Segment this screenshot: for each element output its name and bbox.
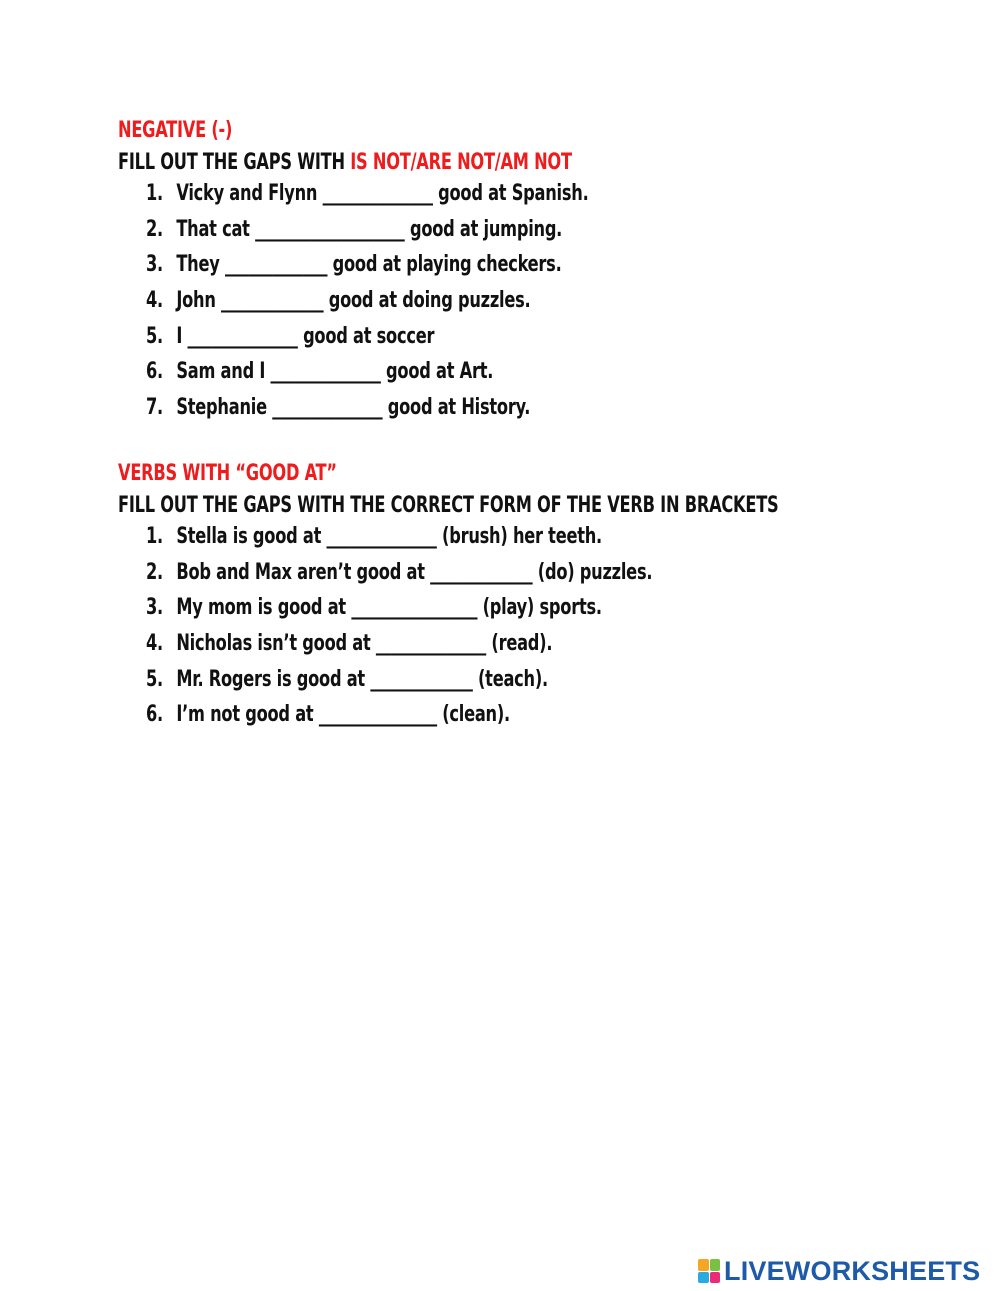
- list-item[interactable]: [146, 519, 652, 555]
- item-number: 4.: [146, 631, 163, 657]
- item-number: 3.: [146, 595, 163, 621]
- list-item[interactable]: [146, 697, 652, 733]
- list-item[interactable]: [146, 555, 652, 591]
- logo-block: [698, 1259, 709, 1271]
- item-text: Vicky and Flynn ______________ good at Spanish.: [176, 181, 589, 207]
- list-item[interactable]: [146, 247, 589, 283]
- item-text: John _____________ good at doing puzzles.: [176, 288, 531, 314]
- list-item[interactable]: [146, 318, 589, 354]
- section1-instruction-prefix: FILL OUT THE GAPS WITH: [118, 150, 351, 175]
- item-text: Sam and I ______________ good at Art.: [176, 359, 494, 385]
- list-item[interactable]: [146, 590, 652, 626]
- list-item[interactable]: [146, 626, 652, 662]
- list-item[interactable]: [146, 661, 652, 697]
- logo-block: [710, 1259, 721, 1271]
- section1-instruction-highlight: IS NOT/ARE NOT/AM NOT: [350, 150, 572, 175]
- item-text: My mom is good at ________________ (play) sports.: [176, 595, 602, 621]
- logo-blocks-icon: [698, 1259, 720, 1283]
- logo-block: [710, 1272, 721, 1284]
- item-number: 5.: [146, 666, 163, 692]
- item-text: Mr. Rogers is good at _____________ (teach).: [176, 666, 548, 692]
- item-number: 3.: [146, 252, 163, 278]
- section2-instruction: FILL OUT THE GAPS WITH THE CORRECT FORM OF THE VERB IN BRACKETS: [118, 493, 779, 518]
- item-text: Stella is good at ______________ (brush) her teeth.: [176, 524, 602, 550]
- item-number: 5.: [146, 323, 163, 349]
- item-text: I’m not good at _______________ (clean).: [176, 702, 510, 728]
- item-text: Nicholas isn’t good at ______________ (read).: [176, 631, 553, 657]
- item-text: I ______________ good at soccer: [176, 323, 435, 349]
- item-number: 4.: [146, 288, 163, 314]
- list-item[interactable]: [146, 212, 589, 248]
- section1-list: [146, 176, 686, 425]
- item-text: They _____________ good at playing checkers.: [176, 252, 562, 278]
- item-number: 1.: [146, 181, 163, 207]
- item-text: That cat ___________________ good at jumping.: [176, 216, 563, 242]
- section2-heading: VERBS WITH “GOOD AT”: [118, 461, 337, 486]
- section1-instruction: [118, 148, 572, 178]
- list-item[interactable]: [146, 390, 589, 426]
- logo-text: LIVEWORKSHEETS: [724, 1255, 981, 1286]
- item-text: Stephanie ______________ good at History.: [176, 394, 531, 420]
- item-number: 2.: [146, 216, 163, 242]
- item-text: Bob and Max aren’t good at _____________ (do) puzzles.: [176, 559, 653, 585]
- liveworksheets-logo[interactable]: [698, 1256, 980, 1286]
- item-number: 2.: [146, 559, 163, 585]
- list-item[interactable]: [146, 283, 589, 319]
- section2-list: [146, 519, 763, 733]
- list-item[interactable]: [146, 354, 589, 390]
- section1-heading: NEGATIVE (-): [118, 118, 233, 143]
- item-number: 7.: [146, 394, 163, 420]
- item-number: 6.: [146, 702, 163, 728]
- list-item[interactable]: [146, 176, 589, 212]
- logo-block: [698, 1272, 709, 1284]
- item-number: 6.: [146, 359, 163, 385]
- item-number: 1.: [146, 524, 163, 550]
